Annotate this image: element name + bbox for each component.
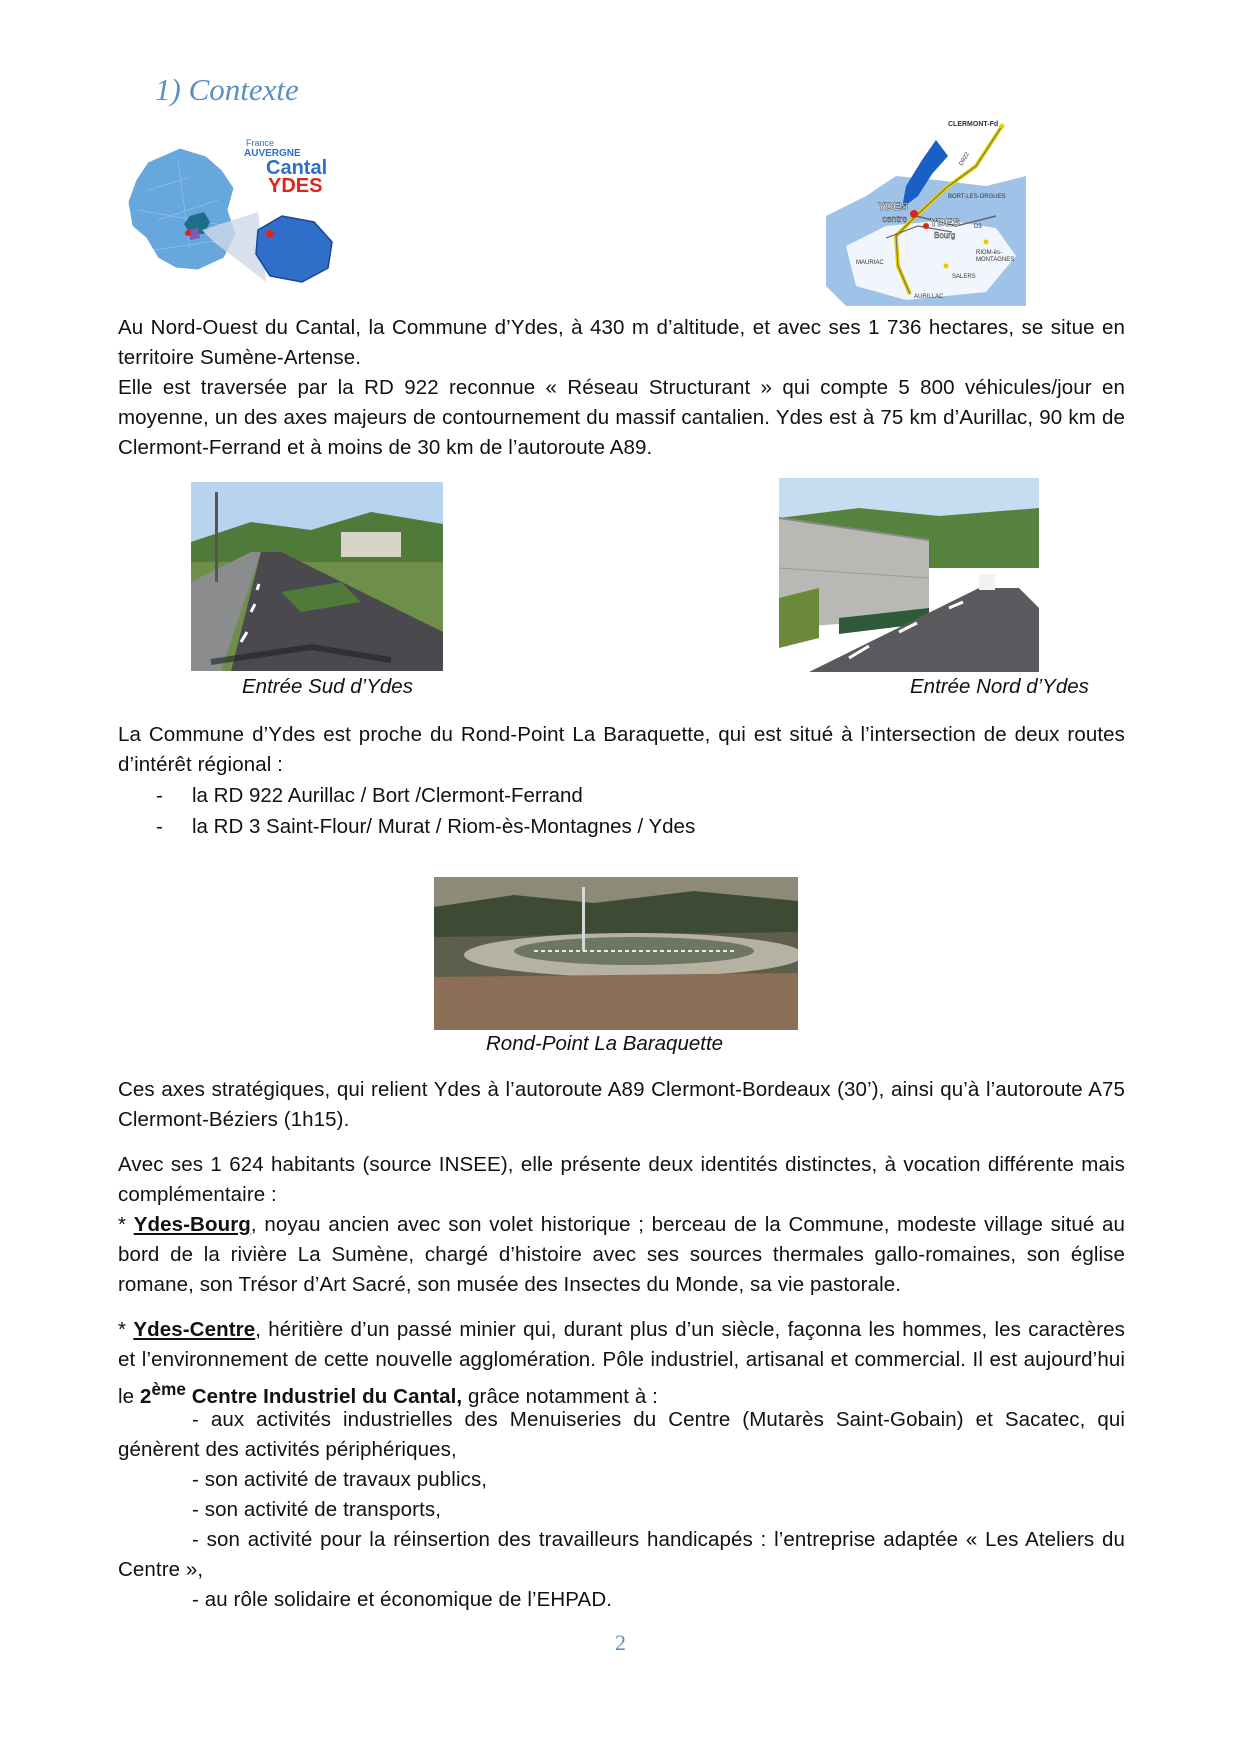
industrial-rank: 2ème Centre Industriel du Cantal, <box>139 1380 463 1408</box>
map-label-bort: BORT-LES-ORGUES <box>948 194 1006 200</box>
activity-public-works: - son activité de travaux publics, <box>192 1468 488 1491</box>
route-item-rd922: - la RD 922 Aurillac / Bort /Clermont-Ferrand <box>156 784 583 807</box>
logo-line-3: Cantal <box>266 157 328 179</box>
caption-south-entrance: Entrée Sud d’Ydes <box>242 675 413 698</box>
activity-reinsertion: - son activité pour la réinsertion des travailleurs handicapés : l’entreprise adaptée « Les Ateliers du Centre », <box>118 1528 1125 1581</box>
paragraph-population: Avec ses 1 624 habitants (source INSEE), elle présente deux identités distinctes, à vocation différente mais complémentaire : <box>118 1153 1125 1206</box>
page-number: 2 <box>615 1630 626 1655</box>
photo-north-entrance <box>779 478 1039 672</box>
paragraph-ydes-bourg: * Ydes-Bourg, noyau ancien avec son volet historique ; berceau de la Commune, modeste village situé au bord de la rivière La Sumène, chargé d’histoire avec ses sources thermales gallo-romaines, son église romane, son Trésor d’Art Sacré, son musée des Insectes du Monde, sa vie pastorale. <box>118 1213 1126 1296</box>
activity-transport: - son activité de transports, <box>192 1498 442 1521</box>
section-heading: 1) Contexte <box>155 72 299 107</box>
ydes-centre-label: Ydes-Centre <box>133 1318 256 1341</box>
france-location-map <box>118 130 348 293</box>
ydes-bourg-label: Ydes-Bourg <box>133 1213 251 1236</box>
map-label-ydes-centre-2: centre <box>882 214 908 224</box>
map-label-ydes-bourg-1: YDES <box>930 217 960 229</box>
map-label-road: D922 <box>958 151 971 167</box>
activity-industrial: - aux activités industrielles des Menuiseries du Centre (Mutarès Saint-Gobain) et Sacatec, qui génèrent des activités périphériques, <box>118 1408 1125 1461</box>
regional-road-map <box>826 116 1026 306</box>
logo-line-4: YDES <box>268 175 323 197</box>
paragraph-location: Au Nord-Ouest du Cantal, la Commune d’Ydes, à 430 m d’altitude, et avec ses 1 736 hectares, se situe en territoire Sumène-Artense. <box>118 316 1125 369</box>
caption-north-entrance: Entrée Nord d’Ydes <box>910 675 1089 698</box>
route-list <box>118 780 695 842</box>
paragraph-road: Elle est traversée par la RD 922 reconnue « Réseau Structurant » qui compte 5 800 véhicules/jour en moyenne, un des axes majeurs de contournement du massif cantalien. Ydes est à 75 km d’Aurillac, 90 km de Clermont-Ferrand et à moins de 30 km de l’autoroute A89. <box>118 376 1125 459</box>
logo-line-1: France <box>246 138 275 148</box>
photo-south-entrance <box>191 482 443 671</box>
route-item-rd3: - la RD 3 Saint-Flour/ Murat / Riom-ès-Montagnes / Ydes <box>156 815 696 838</box>
logo-line-2: AUVERGNE <box>244 148 301 159</box>
map-label-riom-2: MONTAGNES <box>976 257 1015 263</box>
map-label-mauriac: MAURIAC <box>856 260 884 266</box>
map-label-riom-1: RIOM-ès- <box>976 250 1002 256</box>
map-label-clermont: CLERMONT-Fd <box>948 121 999 128</box>
map-label-ydes-bourg-2: Bourg <box>934 231 956 240</box>
caption-roundabout: Rond-Point La Baraquette <box>486 1032 724 1055</box>
map-label-salers: SALERS <box>952 274 976 280</box>
photo-roundabout <box>434 877 798 1030</box>
activity-ehpad: - au rôle solidaire et économique de l’EHPAD. <box>192 1588 613 1611</box>
paragraph-roundabout: La Commune d’Ydes est proche du Rond-Point La Baraquette, qui est situé à l’intersection de deux routes d’intérêt régional : <box>118 723 1125 776</box>
paragraph-axes: Ces axes stratégiques, qui relient Ydes à l’autoroute A89 Clermont-Bordeaux (30’), ainsi qu’à l’autoroute A75 Clermont-Béziers (1h15). <box>118 1078 1125 1131</box>
map-label-d3: D3 <box>974 224 982 230</box>
map-label-ydes-centre-1: YDES <box>878 201 908 213</box>
map-label-aurillac: AURILLAC <box>914 294 944 300</box>
paragraph-ydes-centre: * Ydes-Centre, héritière d’un passé minier qui, durant plus d’un siècle, façonna les hommes, les caractères et l’environnement de cette nouvelle agglomération. Pôle industriel, artisanal et commercial. Il est aujourd’hui le 2ème Centre Industriel du Cantal, grâce notamment à : <box>118 1318 1125 1408</box>
